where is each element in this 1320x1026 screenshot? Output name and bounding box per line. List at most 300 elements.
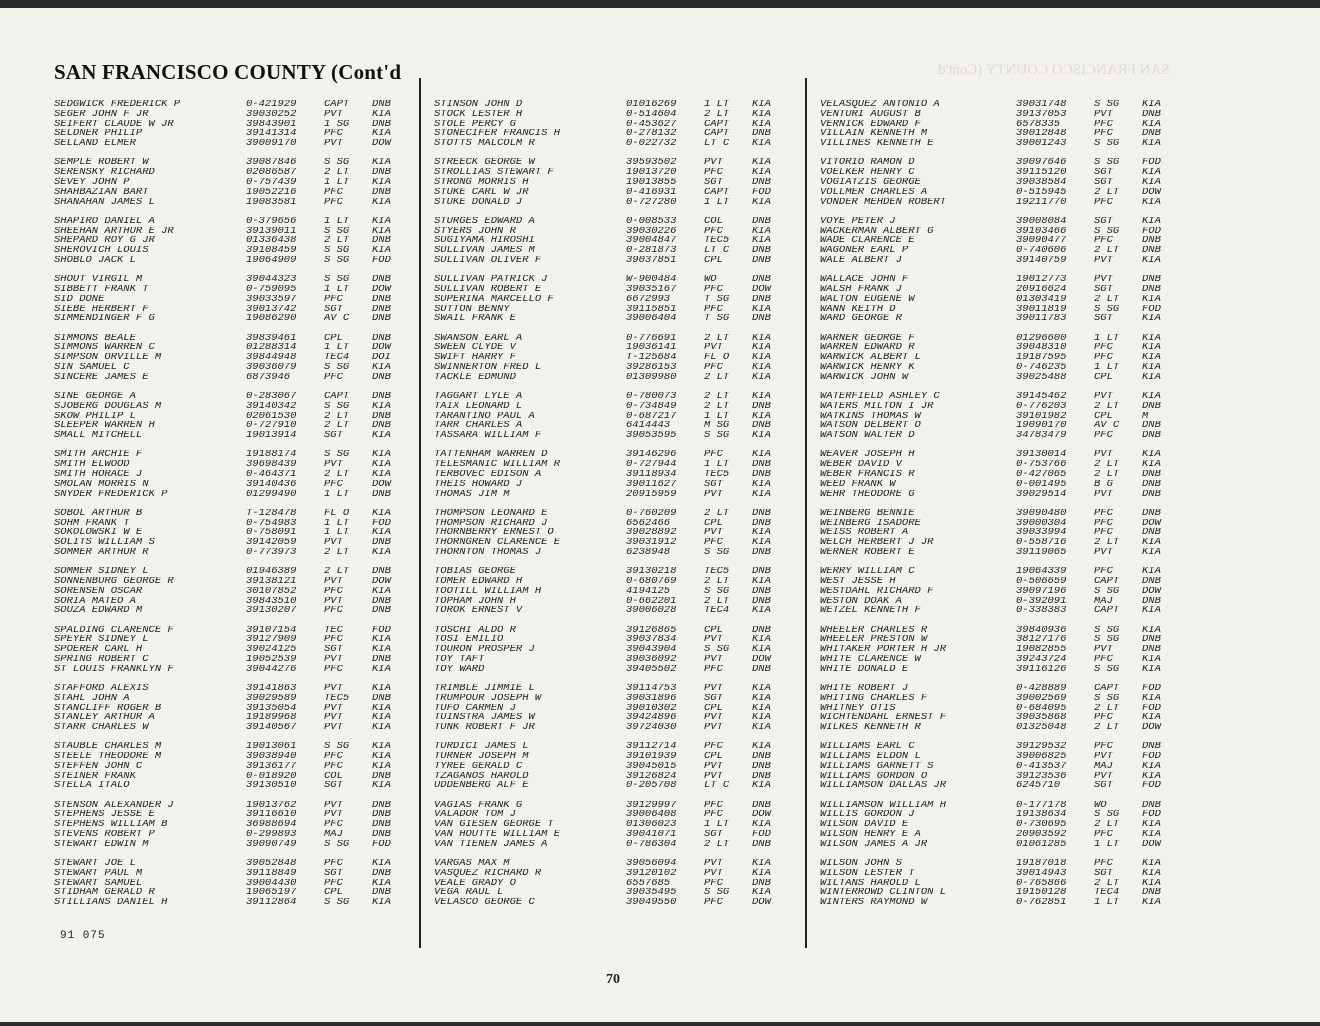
entry-name: WETZEL KENNETH F	[820, 606, 921, 617]
roster-entry	[820, 723, 1180, 733]
entry-serial: 39140436	[246, 479, 297, 490]
roster-entry	[54, 120, 404, 130]
column-divider	[419, 78, 421, 948]
entry-serial: 39112714	[626, 742, 677, 753]
roster-column-1	[54, 100, 404, 917]
entry-rank: PVT	[324, 596, 343, 607]
roster-entry	[434, 490, 789, 500]
entry-status: KIA	[372, 469, 391, 480]
entry-serial: 39843510	[246, 596, 297, 607]
entry-rank: T SG	[704, 314, 730, 325]
entry-name: WILSON JOHN S	[820, 859, 902, 869]
roster-entry	[820, 343, 1180, 353]
entry-rank: S SG	[1094, 693, 1120, 704]
entry-name: WESTDAHL RICHARD F	[820, 586, 934, 597]
roster-entry	[54, 810, 404, 820]
entry-rank: MAJ	[1094, 596, 1113, 607]
roster-entry	[820, 684, 1180, 694]
entry-status: DNB	[372, 567, 391, 577]
roster-entry	[434, 752, 789, 762]
entry-rank: PFC	[324, 664, 343, 675]
roster-entry	[434, 810, 789, 820]
roster-entry	[434, 314, 789, 324]
entry-serial: 0-746235	[1016, 362, 1067, 373]
entry-status: KIA	[372, 683, 391, 694]
entry-name: SWAIL FRANK E	[434, 314, 516, 325]
entry-serial: 0-727910	[246, 421, 297, 432]
roster-entry	[54, 830, 404, 840]
entry-serial: 0-740606	[1016, 246, 1067, 256]
entry-rank: TEC5	[324, 693, 350, 704]
entry-serial: 39052848	[246, 859, 297, 869]
entry-serial: 39033994	[1016, 528, 1067, 539]
entry-name: VILLAIN KENNETH M	[820, 129, 928, 140]
entry-rank: S SG	[324, 158, 350, 169]
entry-status: DNB	[1142, 421, 1161, 432]
entry-status: DNB	[1142, 508, 1161, 519]
entry-rank: PVT	[1094, 752, 1113, 762]
entry-name: SOLITS WILLIAM S	[54, 538, 155, 548]
entry-serial: 0-727944	[626, 460, 677, 470]
roster-entry	[54, 431, 404, 441]
entry-serial: 0-662201	[626, 596, 677, 607]
entry-serial: 6238948	[626, 547, 671, 558]
entry-serial: 01303419	[1016, 294, 1067, 305]
entry-name: STUKE DONALD J	[434, 197, 523, 208]
roster-entry	[54, 820, 404, 830]
entry-name: SMOLAN MORRIS N	[54, 479, 149, 490]
entry-name: THEIS HOWARD J	[434, 479, 523, 490]
roster-entry	[820, 869, 1180, 879]
entry-name: SKOW PHILIP L	[54, 411, 136, 422]
roster-entry	[820, 431, 1180, 441]
entry-name: WATERFIELD ASHLEY C	[820, 391, 940, 402]
entry-serial: 39123536	[1016, 771, 1067, 782]
entry-serial: 0-514604	[626, 109, 677, 120]
roster-entry	[434, 567, 789, 577]
entry-status: FOD	[752, 187, 771, 198]
roster-entry	[820, 470, 1180, 480]
roster-entry	[434, 295, 789, 305]
entry-rank: MAJ	[324, 830, 343, 840]
entry-name: WATKINS THOMAS W	[820, 411, 921, 422]
roster-group	[434, 275, 789, 324]
roster-group	[54, 100, 404, 149]
entry-status: KIA	[372, 197, 391, 208]
entry-rank: 1 LT	[704, 100, 730, 110]
entry-name: TOSCHI ALDO R	[434, 625, 516, 636]
entry-name: STEPHENS JESSE E	[54, 810, 155, 821]
roster-entry	[434, 275, 789, 285]
roster-entry	[434, 120, 789, 130]
entry-status: KIA	[752, 888, 771, 899]
entry-name: SULLIVAN OLIVER F	[434, 255, 542, 266]
entry-serial: 39014943	[1016, 868, 1067, 879]
roster-group	[54, 450, 404, 499]
entry-name: STARR CHARLES W	[54, 723, 149, 733]
entry-rank: SGT	[324, 304, 343, 315]
roster-entry	[434, 431, 789, 441]
entry-rank: 2 LT	[1094, 703, 1120, 714]
entry-serial: 39593502	[626, 158, 677, 169]
entry-serial: 39000304	[1016, 518, 1067, 529]
roster-entry	[820, 635, 1180, 645]
roster-entry	[54, 840, 404, 850]
entry-name: WALSH FRANK J	[820, 284, 902, 295]
roster-entry	[54, 402, 404, 412]
entry-status: KIA	[752, 859, 771, 869]
entry-status: DNB	[752, 294, 771, 305]
entry-name: SIN SAMUEL C	[54, 362, 130, 373]
entry-rank: PFC	[1094, 353, 1113, 363]
entry-status: DNB	[752, 518, 771, 529]
roster-entry	[434, 577, 789, 587]
entry-name: WHITING CHARLES F	[820, 693, 928, 704]
entry-rank: PVT	[704, 158, 723, 169]
entry-name: TOMER EDWARD H	[434, 576, 523, 587]
roster-entry	[434, 548, 789, 558]
entry-rank: FL O	[704, 353, 730, 363]
entry-status: KIA	[1142, 372, 1161, 383]
entry-name: WHITAKER PORTER H JR	[820, 645, 947, 655]
roster-entry	[54, 480, 404, 490]
entry-status: KIA	[752, 713, 771, 724]
entry-name: VALADOR TOM J	[434, 810, 516, 821]
entry-rank: WO	[1094, 800, 1107, 811]
entry-status: KIA	[372, 129, 391, 140]
entry-rank: 2 LT	[1094, 878, 1120, 889]
roster-entry	[820, 587, 1180, 597]
entry-serial: 39035167	[626, 284, 677, 295]
entry-name: THOMPSON RICHARD J	[434, 518, 548, 529]
entry-serial: 0-416931	[626, 187, 677, 198]
entry-name: VAGIAS FRANK G	[434, 800, 523, 811]
roster-entry	[434, 285, 789, 295]
roster-entry	[434, 742, 789, 752]
roster-group	[820, 450, 1180, 499]
roster-entry	[820, 139, 1180, 149]
entry-name: THORNBERRY ERNEST O	[434, 528, 554, 539]
roster-entry	[820, 421, 1180, 431]
entry-serial: 39101939	[626, 752, 677, 762]
roster-group	[820, 392, 1180, 441]
entry-rank: 1 LT	[1094, 362, 1120, 373]
roster-entry	[54, 227, 404, 237]
entry-rank: CAPT	[324, 391, 350, 402]
entry-status: DNB	[372, 304, 391, 315]
entry-rank: S SG	[704, 586, 730, 597]
roster-entry	[54, 888, 404, 898]
entry-status: KIA	[752, 139, 771, 149]
entry-name: TOBIAS GEORGE	[434, 567, 516, 577]
entry-status: DOW	[752, 284, 771, 295]
entry-name: SEIFERT CLAUDE W JR	[54, 119, 174, 130]
entry-name: TOURON PROSPER J	[434, 645, 535, 655]
entry-name: WEHR THEODORE G	[820, 489, 915, 500]
roster-entry	[54, 587, 404, 597]
entry-name: STURGES EDWARD A	[434, 216, 535, 227]
entry-status: KIA	[1142, 450, 1161, 461]
entry-rank: 2 LT	[324, 411, 350, 422]
entry-rank: 2 LT	[1094, 820, 1120, 831]
entry-rank: COL	[324, 771, 343, 782]
roster-entry	[54, 635, 404, 645]
entry-status: DNB	[372, 168, 391, 178]
roster-entry	[820, 567, 1180, 577]
entry-status: FOD	[1142, 683, 1161, 694]
entry-name: SIMPSON ORVILLE M	[54, 353, 162, 363]
roster-entry	[54, 305, 404, 315]
roster-entry	[820, 781, 1180, 791]
entry-rank: S SG	[324, 450, 350, 461]
entry-serial: 39146296	[626, 450, 677, 461]
entry-rank: S SG	[324, 246, 350, 256]
entry-status: DOW	[372, 343, 391, 354]
entry-status: DNB	[372, 888, 391, 899]
entry-name: WANN KEITH D	[820, 304, 896, 315]
roster-entry	[434, 665, 789, 675]
roster-group	[54, 392, 404, 441]
entry-status: KIA	[372, 528, 391, 539]
entry-rank: S SG	[1094, 100, 1120, 110]
entry-status: DOW	[372, 284, 391, 295]
entry-name: STEWART EDWIN M	[54, 839, 149, 850]
entry-serial: 0-758091	[246, 528, 297, 539]
entry-rank: 1 LT	[1094, 839, 1120, 850]
roster-entry	[54, 538, 404, 548]
entry-name: STEELE THEODORE M	[54, 752, 162, 762]
entry-status: KIA	[1142, 391, 1161, 402]
roster-entry	[820, 256, 1180, 266]
entry-serial: 0-558716	[1016, 538, 1067, 548]
entry-serial: 39097196	[1016, 586, 1067, 597]
entry-name: TURDICI JAMES L	[434, 742, 529, 753]
roster-entry	[54, 528, 404, 538]
entry-rank: 2 LT	[324, 236, 350, 247]
entry-rank: 2 LT	[704, 333, 730, 344]
entry-serial: 39011627	[626, 479, 677, 490]
entry-rank: PFC	[324, 129, 343, 140]
entry-rank: SGT	[1094, 168, 1113, 178]
page-number: 70	[606, 972, 620, 987]
entry-serial: 0-680769	[626, 576, 677, 587]
entry-name: SWANSON EARL A	[434, 333, 523, 344]
roster-entry	[54, 801, 404, 811]
entry-rank: 1 LT	[704, 820, 730, 831]
entry-status: DOW	[752, 654, 771, 665]
entry-status: DNB	[1142, 528, 1161, 539]
entry-name: TUFO CARMEN J	[434, 703, 516, 714]
entry-name: VARGAS MAX M	[434, 859, 510, 869]
entry-name: STEWART PAUL M	[54, 868, 143, 879]
entry-status: DNB	[752, 839, 771, 850]
entry-status: KIA	[372, 547, 391, 558]
entry-rank: T SG	[704, 294, 730, 305]
entry-status: DNB	[1142, 596, 1161, 607]
entry-rank: PFC	[704, 800, 723, 811]
entry-name: SMALL MITCHELL	[54, 431, 143, 441]
entry-status: KIA	[752, 868, 771, 879]
roster-group	[434, 684, 789, 733]
entry-rank: SGT	[1094, 781, 1113, 792]
roster-entry	[434, 645, 789, 655]
entry-serial: 0-780073	[626, 391, 677, 402]
roster-entry	[434, 772, 789, 782]
roster-entry	[820, 820, 1180, 830]
entry-rank: PVT	[1094, 391, 1113, 402]
entry-serial: 39130014	[1016, 450, 1067, 461]
entry-status: KIA	[372, 226, 391, 237]
roster-entry	[434, 158, 789, 168]
entry-rank: PFC	[1094, 343, 1113, 354]
entry-serial: 39126865	[626, 625, 677, 636]
entry-name: WACKERMAN ALBERT G	[820, 226, 934, 237]
entry-rank: PVT	[1094, 645, 1113, 655]
entry-rank: SGT	[1094, 177, 1113, 188]
roster-entry	[434, 246, 789, 256]
entry-rank: LT C	[704, 139, 730, 149]
entry-name: TAGGART LYLE A	[434, 391, 523, 402]
roster-group	[434, 742, 789, 791]
entry-serial: 39101982	[1016, 411, 1067, 422]
entry-rank: 2 LT	[1094, 246, 1120, 256]
entry-name: VITORIO RAMON D	[820, 158, 915, 169]
entry-serial: 19064339	[1016, 567, 1067, 577]
entry-name: WALTON EUGENE W	[820, 294, 915, 305]
entry-name: WEBER DAVID V	[820, 460, 902, 470]
roster-entry	[820, 314, 1180, 324]
roster-entry	[54, 597, 404, 607]
roster-entry	[54, 665, 404, 675]
roster-entry	[820, 577, 1180, 587]
entry-name: STOLE PERCY G	[434, 119, 516, 130]
roster-entry	[434, 363, 789, 373]
entry-name: SHEEHAN ARTHUR E JR	[54, 226, 174, 237]
entry-rank: S SG	[324, 898, 350, 909]
roster-entry	[820, 597, 1180, 607]
entry-serial: 39041071	[626, 830, 677, 840]
entry-rank: SGT	[1094, 868, 1113, 879]
entry-rank: TEC4	[1094, 888, 1120, 899]
entry-rank: PFC	[324, 606, 343, 617]
entry-serial: 39037834	[626, 635, 677, 646]
entry-status: DNB	[752, 469, 771, 480]
entry-serial: 0-760209	[626, 508, 677, 519]
entry-rank: TEC4	[704, 606, 730, 617]
entry-rank: PFC	[704, 450, 723, 461]
entry-rank: S SG	[1094, 664, 1120, 675]
entry-name: VOELKER HENRY C	[820, 168, 915, 178]
entry-rank: PVT	[1094, 450, 1113, 461]
entry-name: WILLIAMS GARNETT S	[820, 761, 934, 772]
entry-serial: 19013914	[246, 431, 297, 441]
entry-status: DNB	[1142, 576, 1161, 587]
entry-status: DNB	[752, 567, 771, 577]
entry-name: VOGIATZIS GEORGE	[820, 177, 921, 188]
entry-name: VENTURI AUGUST B	[820, 109, 921, 120]
entry-rank: PFC	[1094, 567, 1113, 577]
entry-name: SUTTON BENNY	[434, 304, 510, 315]
entry-name: STEVENS ROBERT P	[54, 830, 155, 840]
entry-status: DNB	[372, 596, 391, 607]
entry-serial: 39038940	[246, 752, 297, 762]
entry-rank: PFC	[704, 284, 723, 295]
roster-entry	[434, 626, 789, 636]
entry-status: KIA	[752, 236, 771, 247]
entry-status: DNB	[372, 606, 391, 617]
entry-rank: PFC	[704, 226, 723, 237]
entry-status: DNB	[1142, 645, 1161, 655]
roster-entry	[820, 548, 1180, 558]
entry-serial: 19036141	[626, 343, 677, 354]
roster-group	[54, 158, 404, 207]
roster-entry	[54, 694, 404, 704]
roster-group	[820, 742, 1180, 791]
entry-serial: 39145462	[1016, 391, 1067, 402]
entry-serial: 39011819	[1016, 304, 1067, 315]
roster-entry	[434, 343, 789, 353]
roster-entry	[54, 704, 404, 714]
entry-name: VASQUEZ RICHARD R	[434, 868, 542, 879]
roster-entry	[820, 645, 1180, 655]
entry-rank: 1 LT	[324, 343, 350, 354]
entry-name: WATSON DELBERT O	[820, 421, 921, 432]
entry-name: WILLIAMSON WILLIAM H	[820, 800, 947, 811]
roster-group	[820, 801, 1180, 850]
entry-status: KIA	[372, 635, 391, 646]
entry-rank: 2 LT	[704, 596, 730, 607]
roster-entry	[54, 859, 404, 869]
entry-serial: 19013720	[626, 168, 677, 178]
entry-name: WESTON DOAK A	[820, 596, 902, 607]
entry-status: FOD	[1142, 781, 1161, 792]
entry-rank: S SG	[1094, 625, 1120, 636]
entry-serial: 39090749	[246, 839, 297, 850]
entry-status: KIA	[752, 100, 771, 110]
entry-serial: 0-278132	[626, 129, 677, 140]
roster-column-3	[820, 100, 1180, 917]
entry-rank: 1 LT	[1094, 333, 1120, 344]
entry-status: DNB	[752, 460, 771, 470]
entry-name: WINTERROWD CLINTON L	[820, 888, 947, 899]
entry-status: DNB	[1142, 401, 1161, 412]
roster-entry	[54, 519, 404, 529]
entry-rank: 1 LT	[704, 197, 730, 208]
entry-rank: B G	[1094, 479, 1113, 490]
entry-serial: 39006028	[626, 606, 677, 617]
entry-serial: 0-753766	[1016, 460, 1067, 470]
entry-name: WEISS ROBERT A	[820, 528, 909, 539]
entry-serial: 01061285	[1016, 839, 1067, 850]
entry-serial: 39112864	[246, 898, 297, 909]
entry-status: KIA	[372, 781, 391, 792]
entry-rank: SGT	[1094, 284, 1113, 295]
roster-entry	[434, 888, 789, 898]
entry-serial: 20903592	[1016, 830, 1067, 840]
roster-group	[54, 801, 404, 850]
roster-entry	[820, 810, 1180, 820]
entry-rank: PVT	[324, 703, 343, 714]
roster-entry	[820, 392, 1180, 402]
entry-name: SEMPLE ROBERT W	[54, 158, 149, 169]
roster-entry	[434, 470, 789, 480]
entry-rank: PFC	[704, 898, 723, 909]
entry-status: DNB	[372, 100, 391, 110]
entry-name: WILLIAMS EARL C	[820, 742, 915, 753]
entry-serial: 0-428889	[1016, 683, 1067, 694]
entry-rank: 1 LT	[324, 528, 350, 539]
entry-status: KIA	[1142, 343, 1161, 354]
